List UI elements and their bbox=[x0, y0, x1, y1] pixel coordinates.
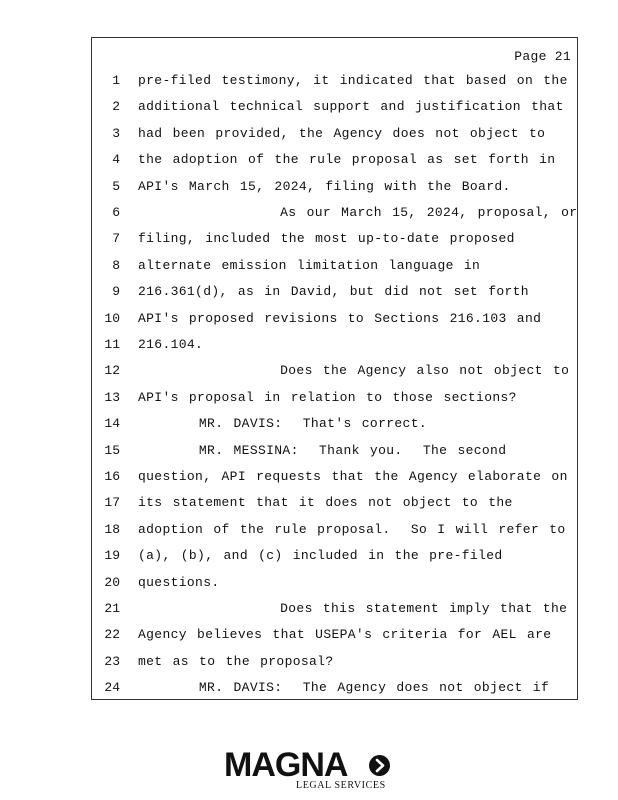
line-text: the adoption of the rule proposal as set forth in bbox=[138, 152, 556, 168]
logo-subtitle: LEGAL SERVICES bbox=[296, 780, 386, 791]
line-number: 15 bbox=[104, 442, 120, 458]
transcript-line bbox=[92, 204, 577, 230]
line-text: 216.104. bbox=[138, 337, 204, 352]
line-number: 14 bbox=[104, 416, 120, 432]
line-number: 6 bbox=[112, 205, 120, 220]
line-text: pre-filed testimony, it indicated that based on the bbox=[138, 73, 568, 88]
line-number: 10 bbox=[104, 310, 120, 326]
transcript-line bbox=[92, 98, 577, 124]
line-text: As our March 15, 2024, proposal, or bbox=[138, 205, 578, 220]
line-number: 12 bbox=[104, 363, 120, 379]
line-text: questions. bbox=[138, 574, 220, 590]
page-number: Page 21 bbox=[514, 49, 571, 64]
line-text: Does the Agency also not object to bbox=[138, 363, 570, 379]
transcript-line bbox=[92, 151, 577, 177]
line-number: 11 bbox=[104, 337, 120, 352]
line-text: filing, included the most up-to-date proposed bbox=[138, 231, 515, 247]
line-text: API's proposal in relation to those sections? bbox=[138, 389, 517, 405]
transcript-line bbox=[92, 468, 577, 494]
line-number: 1 bbox=[112, 73, 120, 88]
transcript-line bbox=[92, 178, 577, 204]
line-number: 19 bbox=[104, 548, 120, 564]
line-number: 2 bbox=[112, 99, 120, 115]
line-number: 8 bbox=[112, 257, 120, 273]
transcript-line bbox=[92, 125, 577, 151]
line-text: additional technical support and justification that bbox=[138, 99, 564, 115]
line-text: MR. DAVIS: That's correct. bbox=[138, 416, 427, 432]
line-number: 18 bbox=[104, 521, 120, 537]
line-number: 9 bbox=[112, 284, 120, 300]
transcript-line bbox=[92, 310, 577, 336]
transcript-line bbox=[92, 415, 577, 441]
transcript-line bbox=[92, 72, 577, 98]
transcript-line bbox=[92, 626, 577, 652]
line-number: 5 bbox=[112, 178, 120, 194]
transcript-line bbox=[92, 442, 577, 468]
line-text: alternate emission limitation language in bbox=[138, 257, 481, 273]
line-text: question, API requests that the Agency elaborate on bbox=[138, 469, 568, 484]
transcript-line bbox=[92, 521, 577, 547]
transcript-line bbox=[92, 547, 577, 573]
transcript-line bbox=[92, 283, 577, 309]
line-number: 13 bbox=[104, 389, 120, 405]
transcript-line bbox=[92, 494, 577, 520]
transcript-line bbox=[92, 653, 577, 679]
line-text: API's proposed revisions to Sections 216.103 and bbox=[138, 310, 542, 326]
line-text: MR. DAVIS: The Agency does not object if bbox=[138, 680, 550, 696]
line-text: API's March 15, 2024, filing with the Board. bbox=[138, 178, 511, 194]
transcript-line bbox=[92, 257, 577, 283]
chevron-right-icon bbox=[369, 755, 390, 776]
line-number: 4 bbox=[112, 152, 120, 168]
line-text: adoption of the rule proposal. So I will refer to bbox=[138, 521, 566, 537]
transcript-line bbox=[92, 230, 577, 256]
logo-wordmark: MAGNA bbox=[224, 746, 348, 784]
line-number: 3 bbox=[112, 125, 120, 141]
transcript-line bbox=[92, 600, 577, 626]
line-text: had been provided, the Agency does not object to bbox=[138, 125, 546, 141]
line-number: 23 bbox=[104, 653, 120, 669]
magna-logo bbox=[224, 748, 394, 792]
line-number: 16 bbox=[104, 469, 120, 484]
line-text: Does this statement imply that the bbox=[138, 601, 568, 616]
line-number: 7 bbox=[112, 231, 120, 247]
line-text: met as to the proposal? bbox=[138, 653, 334, 669]
transcript-line bbox=[92, 574, 577, 600]
line-number: 24 bbox=[104, 680, 120, 696]
transcript-line bbox=[92, 362, 577, 388]
line-number: 17 bbox=[104, 495, 120, 511]
line-number: 21 bbox=[104, 601, 120, 616]
line-text: Agency believes that USEPA's criteria for AEL are bbox=[138, 627, 552, 643]
transcript-line bbox=[92, 336, 577, 362]
line-text: (a), (b), and (c) included in the pre-filed bbox=[138, 548, 503, 564]
line-text: MR. MESSINA: Thank you. The second bbox=[138, 442, 507, 458]
transcript-page bbox=[91, 37, 578, 700]
line-text: 216.361(d), as in David, but did not set forth bbox=[138, 284, 529, 300]
line-number: 20 bbox=[104, 574, 120, 590]
transcript-line bbox=[92, 679, 577, 705]
line-text: its statement that it does not object to the bbox=[138, 495, 513, 511]
line-number: 22 bbox=[104, 627, 120, 643]
transcript-line bbox=[92, 389, 577, 415]
